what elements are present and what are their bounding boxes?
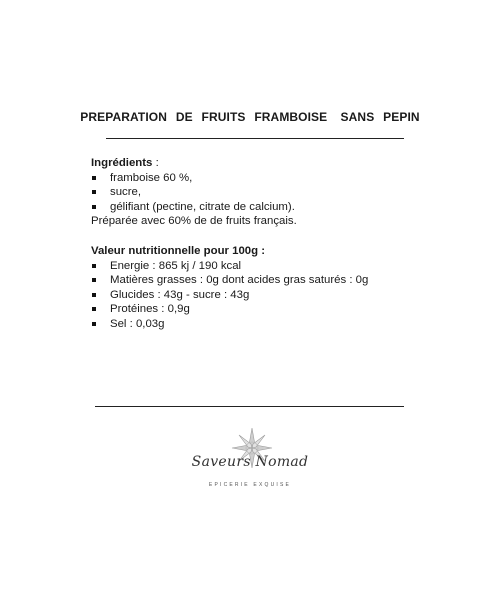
bottom-divider [95,406,404,407]
nutrition-item: Matières grasses : 0g dont acides gras saturés : 0g [91,273,421,288]
nutrition-item: Sel : 0,03g [91,317,421,332]
ingredients-heading-label: Ingrédients [91,157,153,169]
ingredient-item: framboise 60 %, [91,171,421,186]
nutrition-item: Protéines : 0,9g [91,302,421,317]
top-divider [106,138,404,139]
ingredient-item: gélifiant (pectine, citrate de calcium). [91,200,421,215]
ingredients-heading-colon: : [152,157,159,169]
brand-tagline: EPICERIE EXQUISE [208,482,292,488]
page-title: PREPARATION DE FRUITS FRAMBOISE SANS PEPIN [80,110,420,124]
nutrition-heading-label: Valeur nutritionnelle pour 100g : [91,244,266,257]
spacer [91,229,421,244]
brand-name: Saveurs Nomad [191,454,309,470]
nutrition-item: Glucides : 43g - sucre : 43g [91,288,421,303]
ingredients-list [91,171,421,215]
ingredient-item: sucre, [91,185,421,200]
nutrition-list [91,259,421,332]
origin-note: Préparée avec 60% de de fruits français. [91,215,297,228]
nutrition-item: Energie : 865 kj / 190 kcal [91,259,421,274]
nutrition-heading [91,244,421,259]
label-content [91,156,421,332]
ingredients-heading [91,156,421,171]
brand-logo [180,424,320,494]
